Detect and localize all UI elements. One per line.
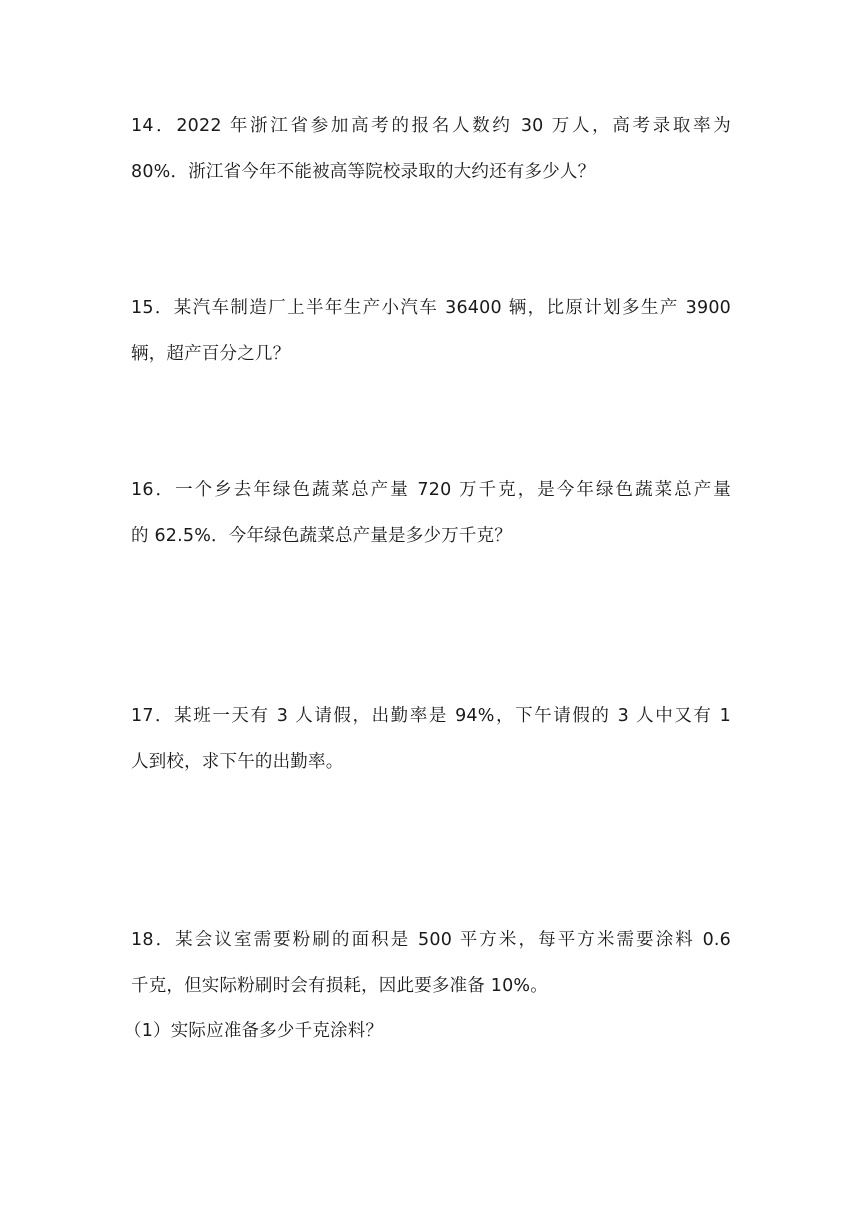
question-14-line-1: 14．2022 年浙江省参加高考的报名人数约 30 万人，高考录取率为 (131, 116, 731, 136)
question-14-line-2: 80%．浙江省今年不能被高等院校录取的大约还有多少人？ (131, 162, 596, 182)
question-17-line-2: 人到校，求下午的出勤率。 (131, 752, 344, 772)
question-18-subquestion-1: （1）实际应准备多少千克涂料？ (124, 1021, 384, 1041)
question-16-line-2: 的 62.5%．今年绿色蔬菜总产量是多少万千克？ (131, 526, 512, 546)
question-15-line-2: 辆，超产百分之几？ (131, 344, 291, 364)
question-17-line-1: 17．某班一天有 3 人请假，出勤率是 94%，下午请假的 3 人中又有 1 (131, 706, 731, 726)
question-15-line-1: 15．某汽车制造厂上半年生产小汽车 36400 辆，比原计划多生产 3900 (131, 298, 731, 318)
question-18-line-2: 千克，但实际粉刷时会有损耗，因此要多准备 10%。 (131, 976, 548, 996)
question-18-line-1: 18．某会议室需要粉刷的面积是 500 平方米，每平方米需要涂料 0.6 (131, 930, 731, 950)
question-16-line-1: 16．一个乡去年绿色蔬菜总产量 720 万千克，是今年绿色蔬菜总产量 (131, 480, 731, 500)
